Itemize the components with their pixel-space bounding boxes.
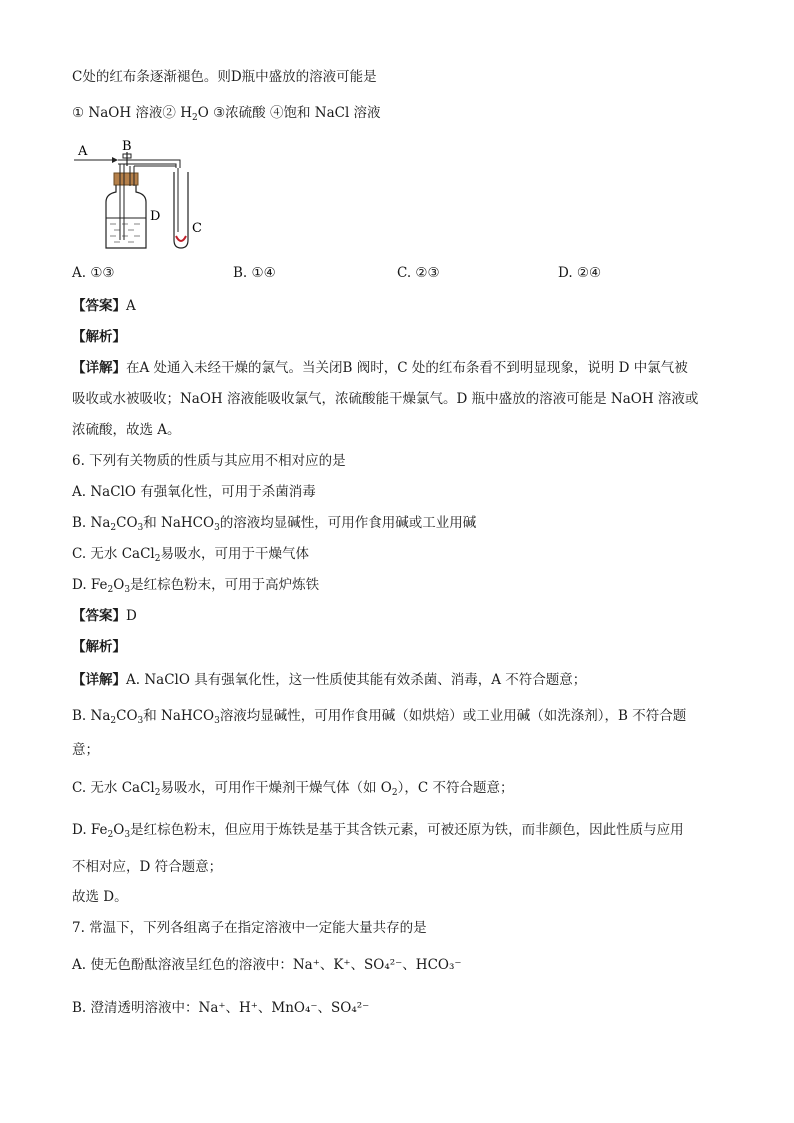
q6-option-a: A. NaClO 有强氧化性，可用于杀菌消毒 bbox=[72, 484, 316, 500]
stem-text: C处的红布条逐渐褪色。则D瓶中盛放的溶液可能是 bbox=[72, 69, 377, 85]
text-part: 是红棕色粉末，可用于高炉炼铁 bbox=[130, 577, 320, 593]
subscript: 2 bbox=[107, 585, 114, 595]
subscript: 3 bbox=[124, 830, 131, 840]
text-part: D. Fe bbox=[72, 822, 108, 838]
h2o-h: H bbox=[180, 105, 192, 121]
q6-option-c bbox=[72, 545, 309, 568]
subscript: 2 bbox=[154, 554, 161, 564]
subscript: 3 bbox=[214, 523, 220, 533]
option-d[interactable]: D. ②④ bbox=[558, 265, 602, 281]
text-part: 的溶液均显碱性，可用作食用碱或工业用碱 bbox=[219, 515, 477, 531]
text-part: B. Na bbox=[72, 515, 111, 531]
analysis-heading-1 bbox=[72, 328, 126, 346]
analysis-heading-2 bbox=[72, 638, 126, 656]
text-part: CO bbox=[116, 708, 138, 724]
text-part: 易吸水，可用作干燥剂干燥气体（如 O bbox=[160, 780, 392, 796]
detail-tag: 【详解】 bbox=[72, 360, 126, 376]
q6-detail-d bbox=[72, 821, 684, 844]
h2o-sub: 2 bbox=[191, 113, 198, 123]
red-cloth-strip bbox=[176, 236, 186, 241]
subscript: 2 bbox=[110, 523, 117, 533]
candidate-solutions bbox=[72, 104, 381, 127]
detail-text: A. NaClO 具有强氧化性，这一性质使其能有效杀菌、消毒，A 不符合题意； bbox=[126, 672, 587, 688]
label-b: B bbox=[122, 140, 132, 154]
text-part: 和 NaHCO bbox=[143, 515, 215, 531]
text-part: A. 使无色酚酞溶液呈红色的溶液中： bbox=[72, 957, 293, 973]
question-stem-end bbox=[72, 68, 377, 86]
detail-line-2: 吸收或水被吸收；NaOH 溶液能吸收氯气，浓硫酸能干燥氯气。D 瓶中盛放的溶液可能是 NaOH 溶液或 bbox=[72, 391, 699, 407]
option-c[interactable]: C. ②③ bbox=[397, 265, 440, 281]
q6-detail-b bbox=[72, 707, 686, 730]
text-part: D. Fe bbox=[72, 577, 108, 593]
question-7-title: 7. 常温下，下列各组离子在指定溶液中一定能大量共存的是 bbox=[72, 920, 427, 936]
subscript: 2 bbox=[107, 830, 114, 840]
q6-conclusion: 故选 D。 bbox=[72, 889, 128, 905]
text-part: 易吸水，可用于干燥气体 bbox=[160, 546, 309, 562]
subscript: 2 bbox=[110, 716, 117, 726]
answer-tag: 【答案】 bbox=[72, 298, 126, 314]
subscript: 3 bbox=[124, 585, 131, 595]
answer-value: A bbox=[126, 298, 136, 314]
q6-detail-b-cont: 意； bbox=[72, 742, 99, 758]
gas-apparatus-diagram bbox=[72, 140, 222, 255]
answer-line-2 bbox=[72, 607, 137, 625]
solutions-text-1: ① NaOH 溶液② bbox=[72, 105, 181, 121]
q6-option-b bbox=[72, 514, 476, 537]
text-part: 溶液均显碱性，可用作食用碱（如烘焙）或工业用碱（如洗涤剂），B 不符合题 bbox=[219, 708, 687, 724]
text-part: B. 澄清透明溶液中： bbox=[72, 1000, 199, 1016]
option-a[interactable]: A. ①③ bbox=[72, 265, 115, 281]
answer-tag: 【答案】 bbox=[72, 608, 126, 624]
subscript: 2 bbox=[391, 788, 398, 798]
inlet-arrow-head bbox=[112, 157, 118, 163]
detail-tag: 【详解】 bbox=[72, 672, 126, 688]
text-part: B. Na bbox=[72, 708, 111, 724]
label-c: C bbox=[192, 221, 202, 236]
solutions-text-2: ③浓硫酸 ④饱和 NaCl 溶液 bbox=[208, 105, 381, 121]
subscript: 3 bbox=[214, 716, 220, 726]
text-part: O bbox=[113, 577, 125, 593]
option-b[interactable]: B. ①④ bbox=[233, 265, 276, 281]
ion-list: Na⁺、K⁺、SO₄²⁻、HCO₃⁻ bbox=[292, 957, 462, 973]
answer-value: D bbox=[126, 608, 137, 624]
q6-option-d bbox=[72, 576, 319, 599]
text-part: 和 NaHCO bbox=[143, 708, 215, 724]
h2o-o: O bbox=[197, 105, 209, 121]
label-a: A bbox=[78, 144, 88, 159]
subscript: 3 bbox=[137, 523, 144, 533]
bottle-d bbox=[106, 185, 146, 248]
subscript: 2 bbox=[154, 788, 161, 798]
q7-option-a bbox=[72, 956, 462, 974]
q7-option-b bbox=[72, 999, 369, 1017]
text-part: 是红棕色粉末，但应用于炼铁是基于其含铁元素，可被还原为铁，而非颜色，因此性质与应用 bbox=[130, 822, 684, 838]
question-6-title: 6. 下列有关物质的性质与其应用不相对应的是 bbox=[72, 453, 346, 469]
detail-text: 在A 处通入未经干燥的氯气。当关闭B 阀时，C 处的红布条看不到明显现象，说明 D 中氯气被 bbox=[126, 360, 688, 376]
q6-detail-c bbox=[72, 779, 513, 802]
label-d: D bbox=[150, 209, 161, 224]
subscript: 3 bbox=[137, 716, 144, 726]
analysis-tag: 【解析】 bbox=[72, 329, 126, 345]
text-part: C. 无水 CaCl bbox=[72, 546, 155, 562]
q6-detail-a bbox=[72, 671, 586, 689]
text-part: ），C 不符合题意； bbox=[397, 780, 514, 796]
answer-line-1 bbox=[72, 297, 136, 315]
detail-line-1 bbox=[72, 359, 688, 377]
ion-list: Na⁺、H⁺、MnO₄⁻、SO₄²⁻ bbox=[198, 1000, 370, 1016]
text-part: O bbox=[113, 822, 125, 838]
detail-line-3: 浓硫酸，故选 A。 bbox=[72, 422, 181, 438]
liquid-hatch bbox=[110, 224, 140, 242]
text-part: C. 无水 CaCl bbox=[72, 780, 155, 796]
q6-detail-d-cont: 不相对应，D 符合题意； bbox=[72, 859, 223, 875]
text-part: CO bbox=[116, 515, 138, 531]
analysis-tag: 【解析】 bbox=[72, 639, 126, 655]
